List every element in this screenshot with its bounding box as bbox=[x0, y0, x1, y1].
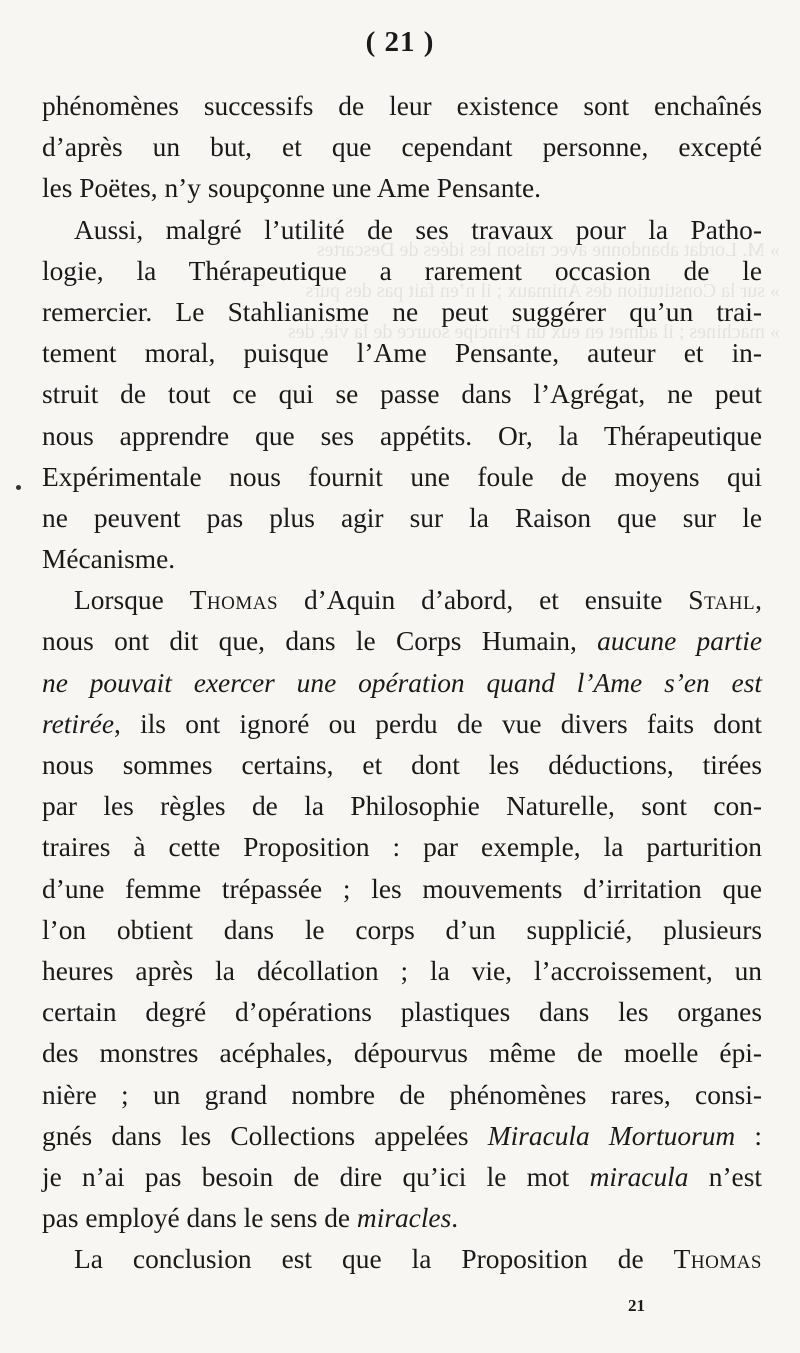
text-line: d’une femme trépassée ; les mouvements d’irritation que bbox=[42, 873, 762, 904]
author-name-thomas: Thomas bbox=[673, 1244, 762, 1275]
text-run: n’est bbox=[688, 1161, 762, 1192]
text-run: . bbox=[451, 1203, 459, 1234]
italic-quote: aucune partie bbox=[597, 626, 762, 657]
text-line bbox=[42, 1239, 762, 1280]
text-line: struit de tout ce qui se passe dans l’Agrégat, ne peut bbox=[42, 379, 762, 410]
text-line: Mécanisme. bbox=[42, 544, 176, 575]
italic-quote: ne pouvait exercer une opération quand l’Ame s’en est bbox=[42, 667, 762, 698]
text-line: les Poëtes, n’y soupçonne une Ame Pensante. bbox=[42, 173, 542, 204]
show-through-text: » M. Lordat abandonne avec raison les idées de Descartes » sur la Constitution des Animaux ; il n’en fait pas des purs » machines ; il admet en eux un Principe source de la vie, des bbox=[287, 239, 780, 343]
text-run: : bbox=[735, 1120, 762, 1151]
text-line bbox=[42, 621, 762, 662]
text-line: des monstres acéphales, dépourvus même de moelle épi- bbox=[42, 1038, 762, 1069]
text-line: traires à cette Proposition : par exemple, la parturition bbox=[42, 832, 762, 863]
text-line bbox=[42, 663, 762, 704]
text-line: l’on obtient dans le corps d’un supplicié, plusieurs bbox=[42, 914, 762, 945]
text-line: Aussi, malgré l’utilité de ses travaux pour la Patho- bbox=[74, 214, 762, 245]
text-line: logie, la Thérapeutique a rarement occasion de le bbox=[42, 255, 762, 286]
body-text bbox=[42, 86, 762, 1280]
italic-title: Miracula Mortuorum bbox=[487, 1120, 736, 1151]
text-line: nous sommes certains, et dont les déductions, tirées bbox=[42, 750, 762, 780]
folio-number: 21 bbox=[628, 1296, 645, 1315]
text-line bbox=[42, 1157, 762, 1198]
text-line: tement moral, puisque l’Ame Pensante, auteur et in- bbox=[42, 338, 762, 369]
text-run: , ils ont ignoré ou perdu de vue divers faits dont bbox=[114, 708, 762, 739]
text-line: phénomènes successifs de leur existence sont enchaînés bbox=[42, 91, 762, 121]
page-number-header: ( 21 ) bbox=[365, 26, 435, 58]
text-line bbox=[42, 1116, 762, 1157]
text-line: par les règles de la Philosophie Naturelle, sont con- bbox=[42, 791, 762, 822]
text-run: gnés dans les Collections appelées bbox=[42, 1120, 488, 1151]
text-line: remercier. Le Stahlianisme ne peut suggérer qu’un trai- bbox=[42, 296, 762, 327]
author-name-thomas: Thomas bbox=[189, 585, 279, 616]
italic-quote: retirée bbox=[42, 708, 114, 739]
text-line: nous apprendre que ses appétits. Or, la Thérapeutique bbox=[42, 420, 762, 451]
text-line: Expérimentale nous fournit une foule de moyens qui bbox=[42, 461, 762, 492]
text-line: ne peuvent pas plus agir sur la Raison que sur le bbox=[42, 502, 762, 533]
italic-word: miracula bbox=[589, 1161, 689, 1192]
ink-speck bbox=[16, 485, 21, 490]
text-line bbox=[42, 580, 762, 621]
text-line: heures après la décollation ; la vie, l’accroissement, un bbox=[42, 955, 762, 986]
text-run: , bbox=[755, 585, 762, 616]
text-run: nous ont dit que, dans le Corps Humain, bbox=[42, 626, 598, 657]
text-line: nière ; un grand nombre de phénomènes rares, consi- bbox=[42, 1079, 762, 1110]
text-line: certain degré d’opérations plastiques dans les organes bbox=[42, 997, 762, 1028]
text-line: d’après un but, et que cependant personne, excepté bbox=[42, 132, 762, 163]
text-line bbox=[42, 1198, 762, 1239]
text-run: pas employé dans le sens de bbox=[42, 1203, 357, 1234]
author-name-stahl: Stahl bbox=[688, 585, 756, 616]
text-run: Lorsque bbox=[74, 585, 190, 616]
italic-word: miracles bbox=[356, 1203, 452, 1234]
text-run: d’Aquin d’abord, et ensuite bbox=[278, 585, 689, 616]
text-line bbox=[42, 704, 762, 745]
text-run: La conclusion est que la Proposition de bbox=[74, 1244, 674, 1275]
text-run: je n’ai pas besoin de dire qu’ici le mot bbox=[42, 1161, 590, 1192]
